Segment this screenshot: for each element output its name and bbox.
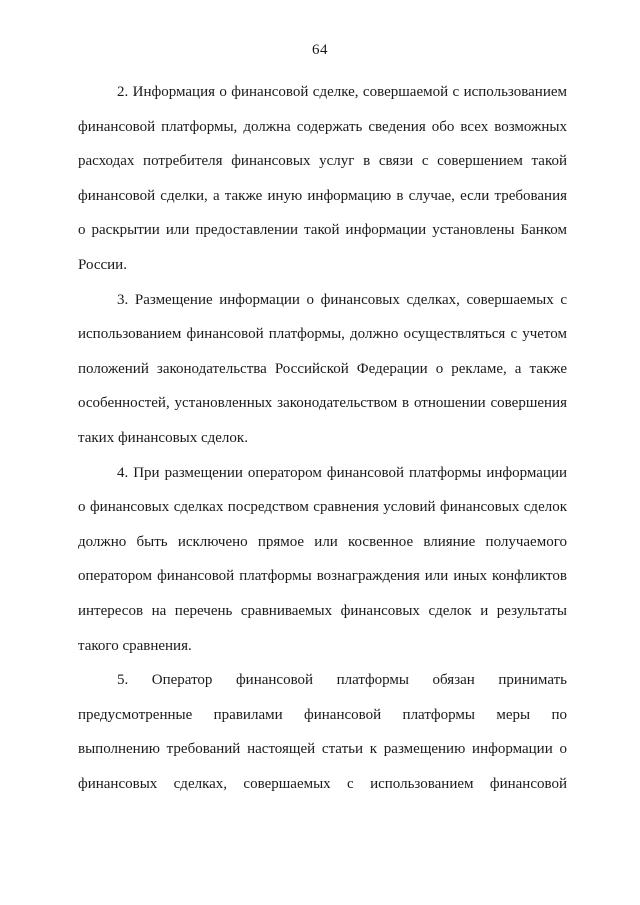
paragraph-line: особенностей, установленных законодательством в отношении совершения — [78, 395, 567, 412]
paragraph-line: России. — [78, 256, 127, 273]
paragraph-line: таких финансовых сделок. — [78, 429, 248, 446]
document-body — [78, 75, 567, 801]
paragraph-line: 5. Оператор финансовой платформы обязан принимать — [117, 672, 567, 689]
paragraph-line: использованием финансовой платформы, должно осуществляться с учетом — [78, 326, 567, 343]
paragraph-line: о раскрытии или предоставлении такой информации установлены Банком — [78, 222, 567, 239]
paragraph-5 — [78, 663, 567, 801]
paragraph-line: такого сравнения. — [78, 637, 192, 654]
paragraph-line: оператором финансовой платформы вознаграждения или иных конфликтов — [78, 568, 567, 585]
paragraph-line: должно быть исключено прямое или косвенное влияние получаемого — [78, 533, 567, 550]
paragraph-line: интересов на перечень сравниваемых финансовых сделок и результаты — [78, 602, 567, 619]
paragraph-line: предусмотренные правилами финансовой платформы меры по — [78, 706, 567, 723]
paragraph-line: финансовой сделки, а также иную информацию в случае, если требования — [78, 187, 567, 204]
paragraph-3 — [78, 283, 567, 456]
paragraph-line: расходах потребителя финансовых услуг в связи с совершением такой — [78, 153, 567, 170]
paragraph-line: 4. При размещении оператором финансовой платформы информации — [117, 464, 567, 481]
paragraph-line: финансовой платформы, должна содержать сведения обо всех возможных — [78, 118, 567, 135]
paragraph-line: финансовых сделках, совершаемых с использованием финансовой — [78, 775, 567, 792]
paragraph-2 — [78, 75, 567, 283]
paragraph-line: положений законодательства Российской Федерации о рекламе, а также — [78, 360, 567, 377]
paragraph-line: 2. Информация о финансовой сделке, совершаемой с использованием — [117, 84, 567, 100]
paragraph-line: 3. Размещение информации о финансовых сделках, совершаемых с — [117, 291, 567, 308]
paragraph-line: выполнению требований настоящей статьи к размещению информации о — [78, 741, 567, 758]
paragraph-4 — [78, 456, 567, 664]
page-number: 64 — [312, 42, 328, 58]
paragraph-line: о финансовых сделках посредством сравнения условий финансовых сделок — [78, 499, 567, 516]
